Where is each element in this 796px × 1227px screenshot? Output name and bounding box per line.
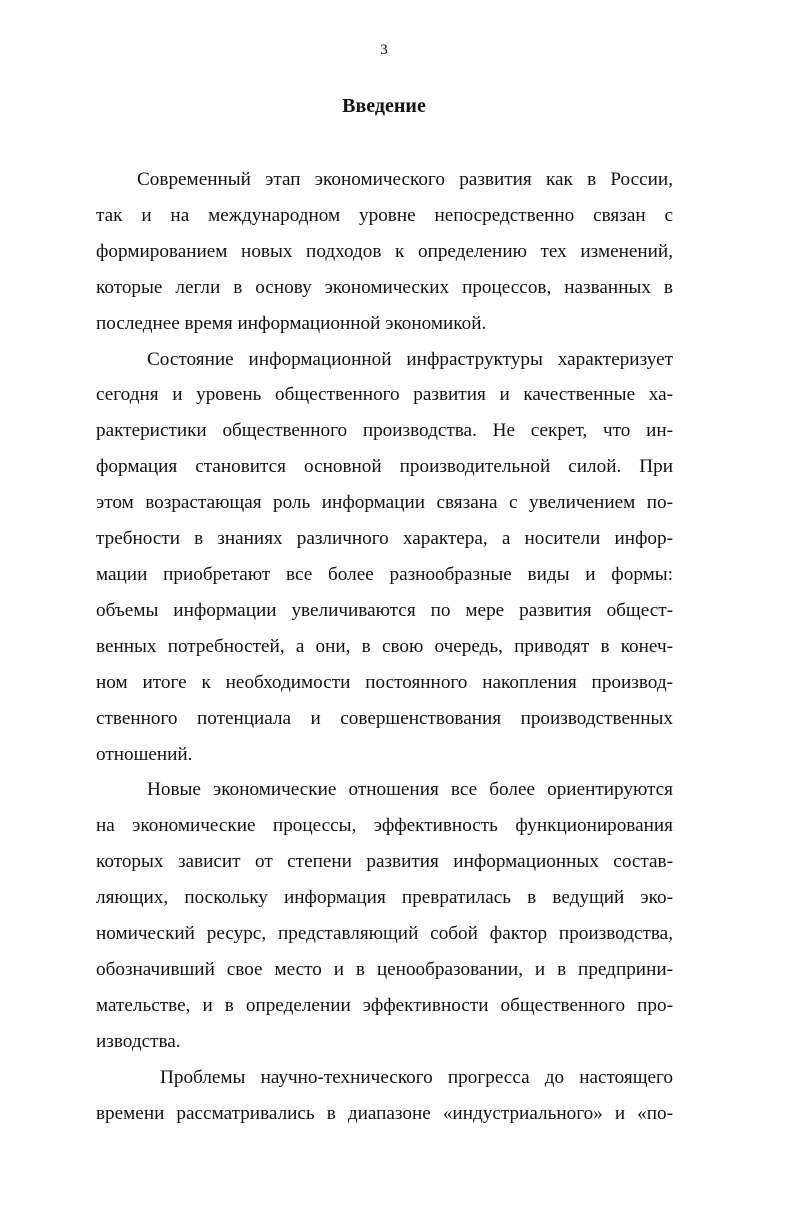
paragraph-2: [96, 342, 673, 773]
text-line: обозначивший свое место и в ценообразовании, и в предприни-: [96, 958, 673, 980]
text-line: на экономические процессы, эффективность функционирования: [96, 815, 673, 837]
text-line: ном итоге к необходимости постоянного накопления производ-: [96, 671, 673, 693]
section-title: Введение: [342, 95, 426, 117]
paragraph-3: [96, 772, 673, 1059]
text-line: ляющих, поскольку информация превратилась в ведущий эко-: [96, 887, 673, 909]
text-line: времени рассматривались в диапазоне «индустриального» и «по-: [96, 1102, 673, 1124]
page-number: 3: [380, 42, 388, 58]
text-line: номический ресурс, представляющий собой фактор производства,: [96, 923, 673, 945]
text-line: ственного потенциала и совершенствования производственных: [96, 707, 673, 729]
text-line: которые легли в основу экономических процессов, названных в: [96, 276, 673, 298]
text-line: сегодня и уровень общественного развития и качественные ха-: [96, 384, 673, 406]
text-line: мательстве, и в определении эффективности общественного про-: [96, 994, 673, 1016]
text-line: рактеристики общественного производства. Не секрет, что ин-: [96, 420, 673, 442]
text-line: Проблемы научно-технического прогресса до настоящего: [160, 1066, 673, 1088]
paragraph-1: [96, 162, 673, 342]
text-line: объемы информации увеличиваются по мере развития общест-: [96, 599, 673, 621]
text-line: формация становится основной производительной силой. При: [96, 456, 673, 478]
text-line: последнее время информационной экономикой.: [96, 312, 487, 334]
text-line: Современный этап экономического развития как в России,: [137, 169, 673, 190]
text-line: Новые экономические отношения все более ориентируются: [147, 779, 673, 801]
text-line: требности в знаниях различного характера, а носители инфор-: [96, 528, 673, 550]
text-line: так и на международном уровне непосредственно связан с: [96, 204, 673, 226]
text-line: мации приобретают все более разнообразные виды и формы:: [96, 563, 673, 585]
text-line: которых зависит от степени развития информационных состав-: [96, 851, 673, 873]
text-line: изводства.: [96, 1030, 181, 1052]
text-line: Состояние информационной инфраструктуры характеризует: [147, 348, 673, 370]
text-line: отношений.: [96, 743, 193, 765]
document-body: [96, 162, 673, 1131]
text-line: этом возрастающая роль информации связана с увеличением по-: [96, 492, 673, 514]
text-line: формированием новых подходов к определению тех изменений,: [96, 240, 673, 262]
paragraph-4: [96, 1060, 673, 1132]
text-line: венных потребностей, а они, в свою очередь, приводят в конеч-: [96, 635, 673, 657]
